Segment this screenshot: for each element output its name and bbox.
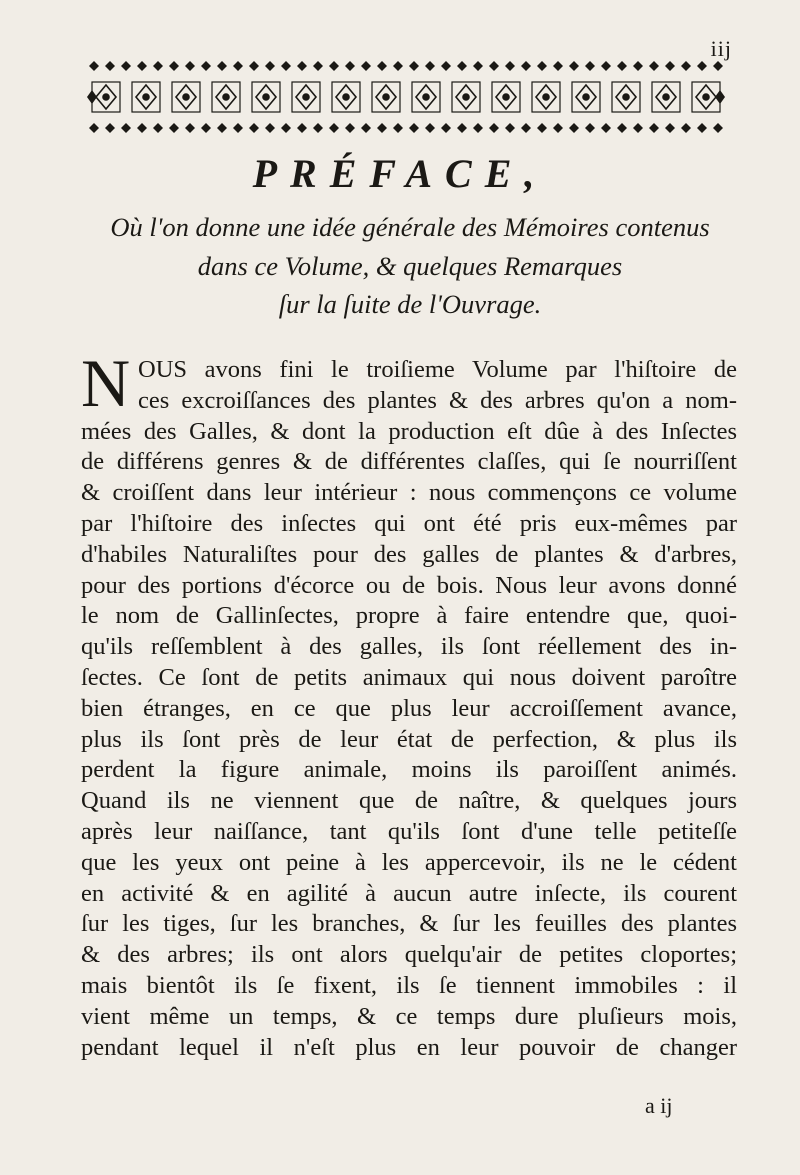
text-line: Quand ils ne viennent que de naître, & quelques jours [81, 787, 737, 815]
text-line: le nom de Gallinſectes, propre à faire entendre que, quoi- [81, 602, 737, 630]
text-line: ces excroiſſances des plantes & des arbres qu'on a nom- [138, 386, 737, 414]
text-line: plus ils ſont près de leur état de perfection, & plus ils [81, 725, 737, 753]
text-line: après leur naiſſance, tant qu'ils ſont d'une telle petiteſſe [81, 817, 737, 845]
text-line: pour des portions d'écorce ou de bois. Nous leur avons donné [81, 571, 737, 599]
text-line: qu'ils reſſemblent à des galles, ils ſont réellement des in- [81, 633, 737, 661]
text-line: perdent la figure animale, moins ils paroiſſent animés. [81, 756, 737, 784]
preface-title: PRÉFACE, [252, 151, 548, 196]
subtitle-line-2: dans ce Volume, & quelques Remarques [197, 250, 623, 281]
text-line: pendant lequel il n'eſt plus en leur pouvoir de changer [81, 1033, 737, 1061]
text-line: que les yeux ont peine à les appercevoir, ils ne le cédent [81, 848, 737, 876]
headpiece-ornament-icon [86, 58, 726, 136]
text-line: OUS avons fini le troiſieme Volume par l'hiſtoire de [138, 356, 737, 383]
drop-cap: N [81, 345, 131, 421]
subtitle-line-1: Où l'on donne une idée générale des Mémoires contenus [110, 212, 710, 242]
page-signature-mark: a ij [645, 1093, 673, 1118]
text-line: ſectes. Ce ſont de petits animaux qui nous doivent paroître [81, 663, 737, 691]
text-line: ſur les tiges, ſur les branches, & ſur les feuilles des plantes [81, 910, 737, 938]
text-line: mées des Galles, & dont la production eſt dûe à des Inſectes [81, 417, 737, 445]
text-line: mais bientôt ils ſe fixent, ils ſe tiennent immobiles : il [81, 971, 737, 999]
text-line: d'habiles Naturaliſtes pour des galles de plantes & d'arbres, [81, 540, 737, 568]
body-paragraph [81, 345, 737, 1063]
text-line: en activité & en agilité à aucun autre inſecte, ils courent [81, 879, 737, 907]
text-line: & des arbres; ils ont alors quelqu'air de petites cloportes; [81, 941, 737, 969]
text-line: par l'hiſtoire des inſectes qui ont été pris eux-mêmes par [81, 509, 737, 537]
text-line: de différens genres & de différentes claſſes, qui ſe nourriſſent [81, 448, 737, 476]
subtitle-line-3: ſur la ſuite de l'Ouvrage. [278, 289, 542, 319]
preface-subtitle [90, 208, 730, 324]
page-folio-top: iij [710, 36, 732, 61]
text-line: bien étranges, en ce que plus leur accroiſſement avance, [81, 694, 737, 722]
text-line: vient même un temps, & ce temps dure pluſieurs mois, [81, 1002, 737, 1030]
text-line: & croiſſent dans leur intérieur : nous commençons ce volume [81, 479, 737, 507]
